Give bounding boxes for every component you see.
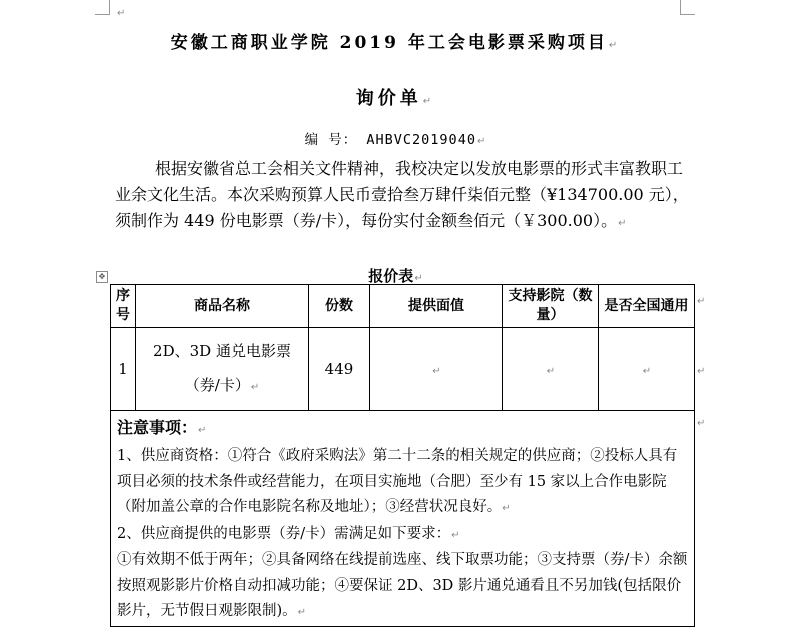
- notes-cell[interactable]: [111, 411, 695, 627]
- paragraph-mark: ↵: [642, 366, 652, 377]
- intro-paragraph: 根据安徽省总工会相关文件精神，我校决定以发放电影票的形式丰富教职工业余文化生活。本次采购预算人民币壹拾叁万肆仟柒佰元整（¥134700.00 元），须制作为 449 份电影票（券/卡），每份实付金额叁佰元（￥300.00）。↵: [115, 159, 689, 230]
- header-face-value: 提供面值: [370, 285, 503, 328]
- quote-table: [110, 284, 695, 627]
- cell-product-name[interactable]: 2D、3D 通兑电影票 （券/卡）↵: [136, 328, 309, 411]
- document-code: 编 号： AHBVC2019040↵: [304, 132, 487, 148]
- crop-mark-top-left: [95, 0, 110, 15]
- document-subtitle: 询价单↵: [355, 88, 436, 109]
- header-supported-cinemas: 支持影院（数量）: [503, 285, 599, 328]
- row-end-mark: ↵: [697, 296, 706, 307]
- paragraph-mark: ↵: [432, 366, 441, 377]
- header-quantity: 份数: [309, 285, 370, 328]
- header-nationwide: 是否全国通用: [599, 285, 695, 328]
- paragraph-mark: ↵: [476, 136, 487, 147]
- row-end-mark: ↵: [697, 418, 706, 429]
- table-row: [111, 328, 695, 411]
- paragraph-mark: ↵: [198, 425, 207, 436]
- paragraph-mark: ↵: [451, 529, 460, 541]
- notes-item: ①有效期不低于两年；②具备网络在线提前选座、线下取票功能；③支持票（券/卡）余额按照观影影片价格自动扣减功能；④要保证 2D、3D 影片通兑通看且不另加钱(包括限价影片，无节假日观影限制)。↵: [117, 552, 688, 619]
- table-move-handle-icon[interactable]: ✥: [96, 271, 108, 283]
- paragraph-mark: ↵: [422, 96, 436, 107]
- cell-seq[interactable]: 1: [111, 328, 136, 411]
- notes-section: [117, 415, 688, 626]
- paragraph-mark: ↵: [546, 366, 556, 377]
- paragraph-mark: ↵: [414, 273, 423, 284]
- cell-quantity[interactable]: 449: [309, 328, 370, 411]
- table-header-row: [111, 285, 695, 328]
- header-product-name: 商品名称: [136, 285, 309, 328]
- paragraph-mark: ↵: [250, 381, 260, 393]
- paragraph-mark: ↵: [297, 607, 307, 618]
- paragraph-mark: ↵: [117, 8, 126, 19]
- cell-nationwide[interactable]: [599, 328, 695, 411]
- cell-supported-cinemas[interactable]: [503, 328, 599, 411]
- notes-title: 注意事项：↵: [117, 418, 207, 437]
- notes-item: 2、供应商提供的电影票（券/卡）需满足如下要求：↵: [117, 525, 460, 542]
- cell-face-value[interactable]: [370, 328, 503, 411]
- paragraph-mark: ↵: [618, 218, 627, 229]
- paragraph-mark: ↵: [608, 40, 621, 51]
- table-caption: 报价表↵: [368, 267, 423, 285]
- header-seq: 序号: [111, 285, 136, 328]
- notes-row: [111, 411, 695, 627]
- crop-mark-top-right: [680, 0, 695, 15]
- document-title: 安徽工商职业学院 2019 年工会电影票采购项目↵: [170, 33, 621, 53]
- paragraph-mark: ↵: [502, 503, 511, 514]
- row-end-mark: ↵: [697, 366, 706, 377]
- notes-item: 1、供应商资格：①符合《政府采购法》第二十二条的相关规定的供应商；②投标人具有项目必须的技术条件或经营能力，在项目实施地（合肥）至少有 15 家以上合作电影院（附加盖公章的合作电影院名称及地址）；③经营状况良好。↵: [117, 448, 678, 515]
